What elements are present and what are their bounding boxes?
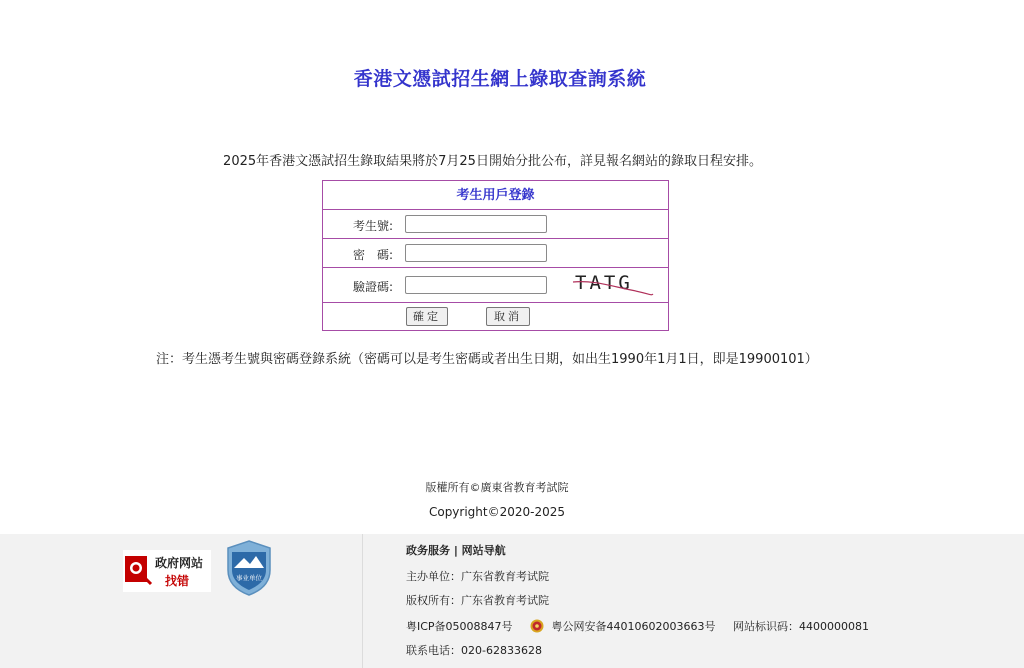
- footer-divider: [362, 534, 363, 668]
- footer-registration-line: [406, 618, 869, 634]
- candidate-id-row: [323, 210, 668, 239]
- copyright-line-1: 版權所有©廣東省教育考試院: [425, 481, 569, 494]
- site-footer: [0, 534, 1024, 668]
- public-institution-shield-icon[interactable]: [226, 540, 272, 596]
- copyright-line-2: Copyright©2020-2025: [428, 505, 566, 519]
- police-badge-icon: [530, 619, 544, 633]
- footer-rights: 版权所有：广东省教育考试院: [406, 594, 549, 607]
- confirm-button[interactable]: 確定: [406, 307, 448, 326]
- footer-sponsor: 主办单位：广东省教育考试院: [406, 570, 549, 583]
- gov-badge-error-text: 找错: [165, 574, 190, 588]
- captcha-label: 驗證碼:: [352, 280, 393, 294]
- magnifier-icon: [125, 556, 153, 586]
- site-code: 网站标识码：4400000081: [733, 620, 870, 633]
- login-heading: 考生用戶登錄: [323, 181, 668, 210]
- icp-link[interactable]: 粤ICP备05008847号: [406, 620, 513, 633]
- captcha-text: TATG: [575, 272, 633, 294]
- button-row: [323, 303, 668, 330]
- candidate-id-label: 考生號:: [352, 219, 393, 233]
- captcha-image[interactable]: [571, 270, 655, 300]
- police-registration-link[interactable]: 粤公网安备44010602003663号: [551, 620, 716, 633]
- login-note: 注：考生憑考生號與密碼登錄系統（密碼可以是考生密碼或者出生日期，如出生1990年1月1日，即是19900101）: [156, 352, 818, 367]
- gov-site-error-report-badge[interactable]: [123, 550, 211, 592]
- password-label: 密 碼:: [352, 248, 393, 262]
- page-title: 香港文憑試招生網上錄取查詢系統: [353, 68, 647, 90]
- shield-text: 事业单位: [236, 574, 262, 582]
- cancel-button[interactable]: 取消: [486, 307, 530, 326]
- login-form: [322, 180, 669, 331]
- admission-notice: 2025年香港文憑試招生錄取結果將於7月25日開始分批公布，詳見報名網站的錄取日程安排。: [223, 154, 762, 169]
- footer-nav-links[interactable]: 政务服务 | 网站导航: [406, 544, 506, 557]
- candidate-id-input[interactable]: [405, 215, 547, 233]
- captcha-input[interactable]: [405, 276, 547, 294]
- gov-badge-text: 政府网站: [155, 556, 204, 570]
- password-input[interactable]: [405, 244, 547, 262]
- password-row: [323, 239, 668, 268]
- footer-phone: 联系电话：020-62833628: [406, 644, 542, 657]
- captcha-row: [323, 268, 668, 303]
